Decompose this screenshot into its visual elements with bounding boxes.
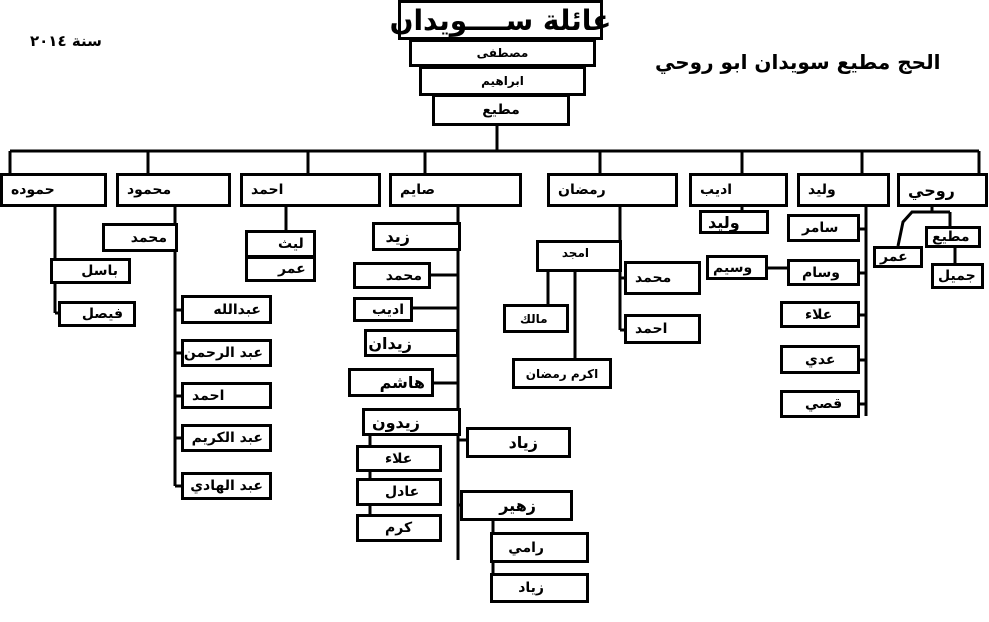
great-grandchild-box-jameel: جميل	[931, 263, 984, 289]
grandchild-box-qusai: قصي	[780, 390, 860, 418]
ancestor-box-mutee: مطيع	[432, 94, 570, 126]
child-box-hammouda: حموده	[0, 173, 107, 207]
great-great-grandchild-box-ziad-z: زياد	[490, 573, 589, 603]
great-grandchild-box-alaa-s: علاء	[356, 445, 442, 472]
grandchild-box-zaydoun: زيدون	[362, 408, 461, 436]
grandchild-box-oday: عدي	[780, 345, 860, 374]
grandchild-box-laith: ليث	[245, 230, 316, 258]
child-box-mahmoud: محمود	[116, 173, 231, 207]
grandchild-box-alaa-w: علاء	[780, 301, 860, 328]
great-grandchild-box-waseem: وسيم	[706, 255, 768, 280]
grandchild-box-mohammad-r: محمد	[624, 261, 701, 295]
great-grandchild-box-adel: عادل	[356, 478, 442, 506]
child-box-sayem: صايم	[389, 173, 522, 207]
child-box-ahmad: احمد	[240, 173, 381, 207]
grandchild-box-amjad: امجد	[536, 240, 622, 272]
grandchild-box-abdulkarim: عبد الكريم	[181, 424, 272, 452]
child-box-adeeb: اديب	[689, 173, 788, 207]
grandchild-box-mutee-r: مطيع	[925, 226, 981, 248]
grandchild-box-ahmad-m: احمد	[181, 382, 272, 409]
grandchild-box-waleed-a: وليد	[699, 210, 769, 234]
grandchild-box-zaidan: زيدان	[364, 329, 459, 357]
grandchild-box-omar-a: عمر	[245, 256, 316, 282]
grandchild-box-mohammad-s: محمد	[353, 262, 431, 289]
ancestor-box-mustafa: مصطفى	[409, 39, 596, 67]
grandchild-box-ahmad-r: احمد	[624, 314, 701, 344]
grandchild-box-samer: سامر	[787, 214, 860, 242]
child-box-ramadan: رمضان	[547, 173, 678, 207]
great-great-grandchild-box-rami: رامي	[490, 532, 589, 563]
great-grandchild-box-zuhair: زهير	[460, 490, 573, 521]
patriarch-label: الحج مطيع سويدان ابو روحي	[655, 50, 941, 74]
child-box-waleed: وليد	[797, 173, 890, 207]
grandchild-box-omar-r: عمر	[873, 246, 923, 268]
grandchild-box-hashem: هاشم	[348, 368, 434, 397]
year-label: سنة ٢٠١٤	[30, 32, 102, 50]
great-grandchild-box-malik: مالك	[503, 304, 569, 333]
grandchild-box-mohammad: محمد	[102, 223, 178, 252]
grandchild-box-abdulrahman: عبد الرحمن	[181, 339, 272, 367]
grandchild-box-abdullah: عبدالله	[181, 295, 272, 324]
great-grandchild-box-karam: كرم	[356, 514, 442, 542]
grandchild-box-abdulhadi: عبد الهادي	[181, 472, 272, 500]
grandchild-box-basil: باسل	[50, 258, 131, 284]
great-grandchild-box-akram: اكرم رمضان	[512, 358, 612, 389]
grandchild-box-adeeb-s: اديب	[353, 297, 413, 322]
child-box-rouhi: روحي	[897, 173, 988, 207]
great-grandchild-box-ziad: زياد	[466, 427, 571, 458]
family-title-box: عائلة ســــويدان	[398, 0, 603, 40]
ancestor-box-ibrahim: ابراهيم	[419, 66, 586, 96]
grandchild-box-wisam: وسام	[787, 259, 860, 286]
grandchild-box-faisal: فيصل	[58, 301, 136, 327]
grandchild-box-zaid: زيد	[372, 222, 461, 251]
